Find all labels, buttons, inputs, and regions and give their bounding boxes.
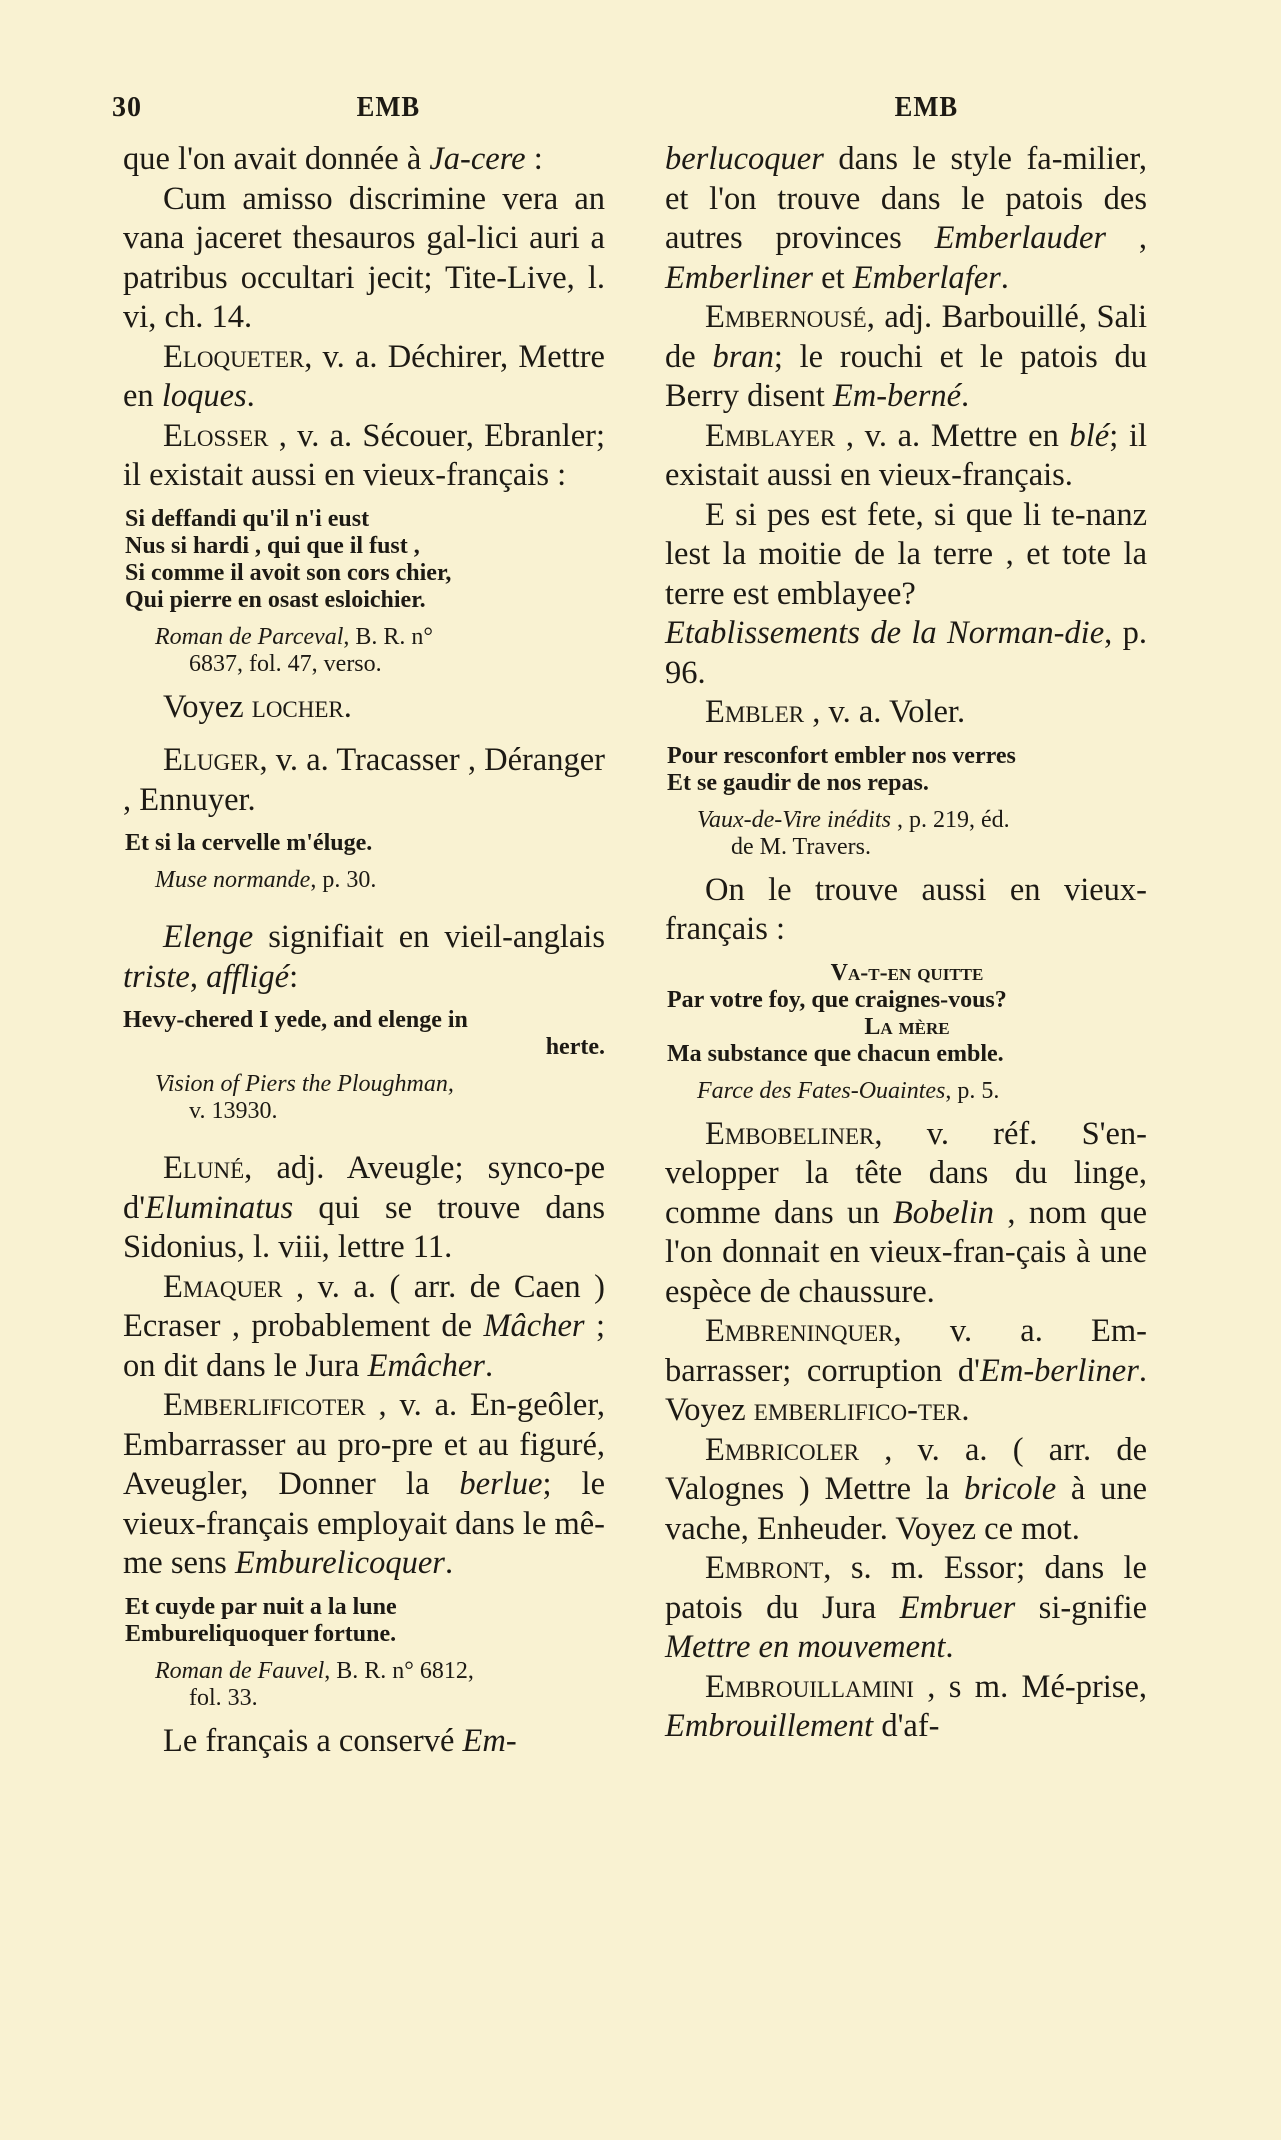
running-head-right: EMB <box>894 92 959 123</box>
headword: Emblayer <box>705 417 836 454</box>
entry-eloqueter: Eloqueter, v. a. Déchirer, Mettre en loques. <box>123 338 605 414</box>
entry-emblayer: Emblayer , v. a. Mettre en blé; il existait aussi en vieux-français. <box>665 417 1147 493</box>
entry-embricoler: Embricoler , v. a. ( arr. de Valognes ) Mettre la bricole à une vache, Enheuder. Voyez ce mot. <box>665 1431 1147 1547</box>
left-column <box>123 140 605 1761</box>
headword: Eluger <box>163 742 260 778</box>
headword: Eluné <box>163 1150 245 1186</box>
headword: Emaquer <box>163 1268 283 1305</box>
headword: Elosser <box>163 417 269 454</box>
verse-quotation: Hevy-chered I yede, and elenge in herte. <box>123 1007 605 1060</box>
headword: Embernousé <box>705 299 867 335</box>
citation: Etablissements de la Norman-die, p. 96. <box>665 615 1147 691</box>
speaker: Va-t-en quitte <box>830 959 984 986</box>
latin-quotation: Cum amisso discrimine vera an vana jaceret thesauros gal-lici auri a patribus occultari jecit; Tite-Live, l. vi, ch. 14. <box>123 180 605 335</box>
headword: Embler <box>705 694 805 730</box>
headword: Emberlificoter <box>163 1387 366 1423</box>
entry-eluger: Eluger, v. a. Tracasser , Déranger , Ennuyer. <box>123 742 605 818</box>
verse-quotation: Pour resconfort embler nos verres Et se gaudir de nos repas. <box>667 742 1016 796</box>
verse-quotation: Et cuyde par nuit a la lune Embureliquoquer fortune. <box>125 1593 397 1647</box>
entry-continuation: berlucoquer dans le style fa-milier, et l'on trouve dans le patois des autres provinces Emberlauder , Emberliner et Emberlafer. <box>665 141 1148 296</box>
headword: Embobeliner <box>705 1115 875 1152</box>
page-number: 30 <box>112 92 142 123</box>
citation: Vaux-de-Vire inédits , p. 219, éd. de M. Travers. <box>697 806 1010 860</box>
running-head-left: EMB <box>356 92 421 123</box>
speaker: La mère <box>864 1013 950 1040</box>
headword: Embrouillamini <box>705 1668 914 1705</box>
entry-elenge: Elenge signifiait en vieil-anglais triste, affligé: <box>123 919 605 995</box>
entry-continuation: que l'on avait donnée à Ja-cere : <box>123 141 543 177</box>
dialogue-quotation: Va-t-en quitte Par votre foy, que craignes-vous? La mère Ma substance que chacun emble. <box>667 960 1147 1068</box>
citation: Muse normande, p. 30. <box>155 867 377 893</box>
entry-emaquer: Emaquer , v. a. ( arr. de Caen ) Ecraser , probablement de Mâcher ; on dit dans le Jura Emâcher. <box>123 1268 605 1384</box>
entry-embreninquer: Embreninquer, v. a. Em-barrasser; corruption d'Em-berliner. Voyez emberlifico-ter. <box>665 1313 1147 1428</box>
entry-embrouillamini: Embrouillamini , s m. Mé-prise, Embrouillement d'af- <box>665 1668 1147 1744</box>
entry-emberlificoter: Emberlificoter , v. a. En-geôler, Embarrasser au pro-pre et au figuré, Aveugler, Donner la berlue; le vieux-français employait dans le mê-me sens Emburelicoquer. <box>123 1387 605 1581</box>
entry-elosser: Elosser , v. a. Sécouer, Ebranler; il existait aussi en vieux-français : <box>123 417 605 493</box>
cross-reference: Voyez locher. <box>163 688 352 725</box>
note-paragraph: On le trouve aussi en vieux-français : <box>665 871 1147 947</box>
verse-quotation: Et si la cervelle m'éluge. <box>125 830 373 856</box>
headword: Embricoler <box>705 1431 860 1468</box>
entry-embobeliner: Embobeliner, v. réf. S'en-velopper la tête dans du linge, comme dans un Bobelin , nom que l'on donnait en vieux-fran-çais à une espèce de chaussure. <box>665 1115 1147 1310</box>
citation: Roman de Fauvel, B. R. n° 6812, fol. 33. <box>155 1657 474 1711</box>
citation: Vision of Piers the Ploughman, v. 13930. <box>155 1071 454 1124</box>
headword: Eloqueter <box>163 338 305 375</box>
entry-embernouse: Embernousé, adj. Barbouillé, Sali de bran; le rouchi et le patois du Berry disent Em-berné. <box>665 299 1147 414</box>
entry-continuation-note: Le français a conservé Em- <box>163 1722 517 1759</box>
headword: Embreninquer <box>705 1313 894 1349</box>
citation: Farce des Fates-Ouaintes, p. 5. <box>697 1077 1000 1104</box>
entry-elune: Eluné, adj. Aveugle; synco-pe d'Eluminatus qui se trouve dans Sidonius, l. viii, lettre 11. <box>123 1150 605 1265</box>
prose-quotation: E si pes est fete, si que li te-nanz lest la moitie de la terre , et tote la terre est emblayee? <box>665 496 1147 612</box>
page-header <box>0 92 1281 132</box>
headword: Embront <box>705 1550 824 1586</box>
right-column <box>665 140 1147 1747</box>
verse-quotation: Si deffandi qu'il n'i eust Nus si hardi , qui que il fust , Si comme il avoit son cors chier, Qui pierre en osast esloichier. <box>125 505 452 613</box>
citation: Roman de Parceval, B. R. n° 6837, fol. 47, verso. <box>155 623 434 677</box>
entry-embler: Embler , v. a. Voler. <box>705 694 966 730</box>
entry-embront: Embront, s. m. Essor; dans le patois du Jura Embruer si-gnifie Mettre en mouvement. <box>665 1550 1147 1665</box>
